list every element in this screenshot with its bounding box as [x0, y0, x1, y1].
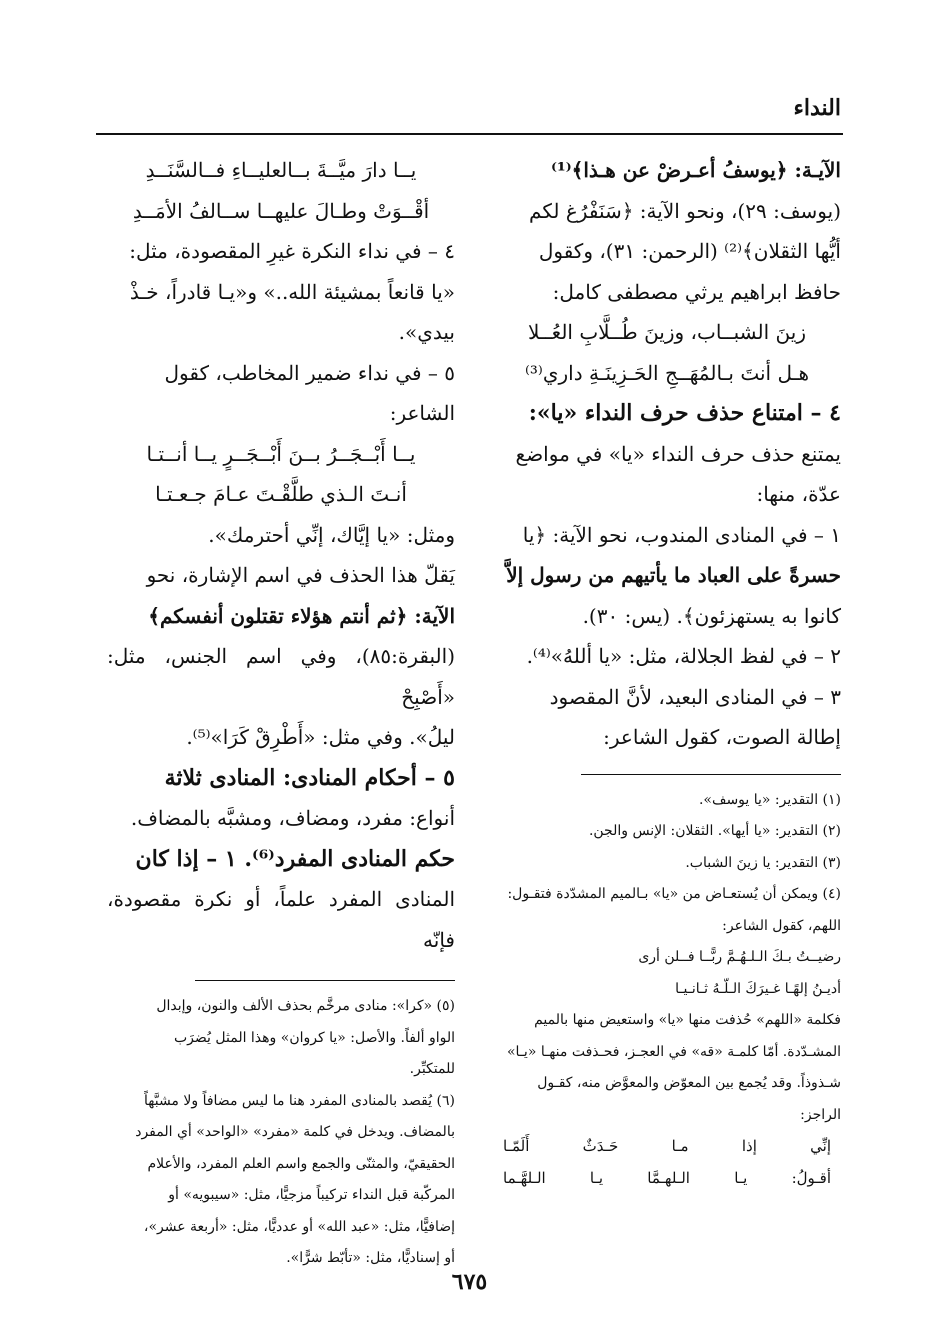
text-line: (يوسف: ٢٩)، ونحو الآية: ﴿سَنَفْرُغ لكم — [529, 198, 841, 223]
text-line: ٥ – في نداء ضمير المخاطب، كقول — [164, 360, 455, 385]
footnote: إضافيًّا، مثل: «عبد الله» أو عدديًّا، مثل: «أربعة عشر»، — [143, 1218, 455, 1235]
quran-line: حسرةً على العباد ما يأتيهم من رسول إلاَّ — [506, 563, 841, 587]
text-line: كانوا به يستهزئون﴾. (يس: ٣٠). — [582, 603, 841, 628]
verse-word: يـا — [589, 1168, 604, 1187]
verse-line: يــا أَبْــجَــرُ بــنَ أَبْــجَــرٍ يــا أنــتـا — [146, 441, 416, 466]
text-line: ٣ – في المنادى البعيد، لأنَّ المقصود — [549, 684, 841, 709]
footnote: المشـدّدة. أمّا كلمـة «قه» في العجـز، فحـذفت منهـا «يـا» — [506, 1043, 841, 1060]
verse-word: يـا — [734, 1168, 748, 1187]
rajaz-verse-line — [493, 1131, 841, 1163]
footnote: (٥) «كرا»: منادى مرخَّم بحذف الألف والنون، وإبدال — [156, 998, 455, 1014]
verse-line: يــا دارَ ميَّــةَ بــالعليــاءِ فــالسَّنَــدِ — [145, 158, 417, 182]
footnote: المركّبة قبل النداء تركيباً مزجيًّا، مثل: «سيبويه» أو — [168, 1187, 455, 1203]
verse-word: الـلهَّـما — [503, 1168, 546, 1187]
text-line: ٢ – في لفظ الجلالة، مثل: «يا أللهُ»⁽⁴⁾. — [526, 644, 841, 668]
text-line: عدّة، منها: — [756, 482, 841, 506]
footnote: بالمضاف. ويدخل في كلمة «مفرد» «الواحد» أي المفرد — [135, 1124, 455, 1140]
text-line: أيُّها الثقلان﴾⁽²⁾ (الرحمن: ٣١)، وكقول — [538, 239, 841, 263]
text-line: أنواع: مفرد، ومضاف، ومشبَّه بالمضاف. — [130, 806, 455, 830]
verse-word: إذا — [741, 1137, 757, 1155]
footnote: شـذوذاً. وقد يُجمع بين المعوّض والمعوَّض منه، كقـول — [537, 1075, 841, 1091]
text-line: بيدي». — [398, 320, 455, 344]
footnote: فكلمة «اللهم» حُذفت منها «يا» واستعيض منها بالميم — [534, 1012, 841, 1028]
footnote: (٦) يُقصد بالمنادى المفرد هنا ما ليس مضافاً ولا مشبَّهاً — [144, 1092, 455, 1109]
text-line: الشاعر: — [389, 401, 455, 425]
page-number: ٦٧٥ — [451, 1269, 488, 1295]
text-line: (البقرة:٨٥)، وفي اسم الجنس، مثل: «أَصْبِحْ — [107, 644, 455, 709]
running-header: النداء — [793, 95, 841, 121]
verse-word: حَـدَثٌ — [582, 1137, 619, 1155]
footnote: اللهم، كقول الشاعر: — [722, 917, 841, 934]
text-line: إطالة الصوت، كقول الشاعر: — [603, 725, 841, 749]
verse-word: أَلَمّـا — [503, 1137, 530, 1155]
text-line: يمتنع حذف حرف النداء «يا» في مواضع — [515, 441, 841, 466]
footnote: الحقيقيّ، والمثنّى والجمع واسم العلم المفرد، والأعلام — [147, 1155, 455, 1172]
text-line: حافظ ابراهيم يرثي مصطفى كامل: — [552, 279, 841, 304]
footnote-rule — [581, 774, 841, 775]
footnote-verse: رضيــتُ بـكَ الـلـهُـمَّ ربًّــا فــلن أرى — [638, 949, 841, 965]
text-line: «يا قانعاً بمشيئة الله..» و«يـا قادراً، خـذْ — [129, 279, 455, 304]
footnote: الواو ألفاً. والأصل: «يا كروان» وهذا المثل يُضرَب — [174, 1029, 455, 1046]
right-column — [493, 150, 841, 1194]
footnote: (١) التقدير: «يا يوسف». — [698, 791, 841, 808]
footnote: للمتكبِّر. — [409, 1061, 455, 1077]
footnote: الراجز: — [800, 1106, 841, 1123]
verse-line: زينَ الشبــاب، وزينَ طُــلَّابِ العُــلا — [528, 320, 806, 344]
footnote-verse: أديـنُ إلهًـا غـيرَكَ الـلّـهُ ثـانـيـا — [675, 980, 841, 997]
left-column — [107, 150, 455, 1275]
verse-line: أقْــوَتْ وطـالَ عليهــا ســالفُ الأمَــدِ — [132, 198, 430, 223]
footnote: (٣) التقدير: يا زينَ الشباب. — [685, 854, 841, 871]
verse-line: هـل أنتَ بـالمُهَــجِ الحَـزِينَـةِ داري⁽³⁾ — [524, 360, 810, 385]
quran-line: الآية: ﴿ثم أنتم هؤلاء تقتلون أنفسكم﴾ — [148, 603, 455, 628]
subheading-line: حكم المنادى المفرد⁽⁶⁾. ١ – إذا كان — [135, 845, 455, 872]
text-line: الآيـة: ﴿يوسفُ أعـرضْ عن هـذا﴾⁽¹⁾ — [550, 158, 841, 182]
footnote: (٢) التقدير: «يا أيها». الثقلان: الإنس والجن. — [588, 823, 841, 839]
text-line: ٤ – في نداء النكرة غيرِ المقصودة، مثل: — [129, 239, 455, 263]
verse-line: أنـتَ الـذي طلَّقْـتَ عـامَ جـعـتـا — [155, 482, 407, 506]
verse-word: إنِّي — [810, 1137, 831, 1155]
header-rule — [96, 133, 843, 135]
verse-word: مـا — [671, 1137, 689, 1155]
text-line: ومثل: «يا إيَّاك، إنِّي أحترمك». — [208, 522, 455, 547]
text-line: ١ – في المنادى المندوب، نحو الآية: ﴿يا — [522, 522, 841, 547]
footnote: (٤) ويمكن أن يُستعـاض من «يا» بـالميم المشدّدة فتقـول: — [507, 886, 841, 902]
text-line: المنادى المفرد علماً، أو نكرة مقصودة، فإنّه — [107, 887, 455, 952]
section-heading: ٥ – أحكام المنادى: المنادى ثلاثة — [164, 764, 455, 791]
rajaz-verse-line — [493, 1163, 841, 1195]
text-line: يَقلّ هذا الحذف في اسم الإشارة، نحو — [146, 563, 455, 587]
verse-word: الـلهـمَّا — [647, 1168, 690, 1187]
text-line: ليلُ». وفي مثل: «أَطْرِقْ كَرَا»⁽⁵⁾. — [186, 725, 455, 749]
footnote: أو إسناديًّا، مثل: «تأبّط شرًّا». — [286, 1250, 455, 1266]
footnote-rule — [195, 980, 455, 981]
section-heading: ٤ – امتناع حذف حرف النداء «يا»: — [528, 400, 841, 426]
verse-word: أقـولُ: — [791, 1168, 831, 1187]
